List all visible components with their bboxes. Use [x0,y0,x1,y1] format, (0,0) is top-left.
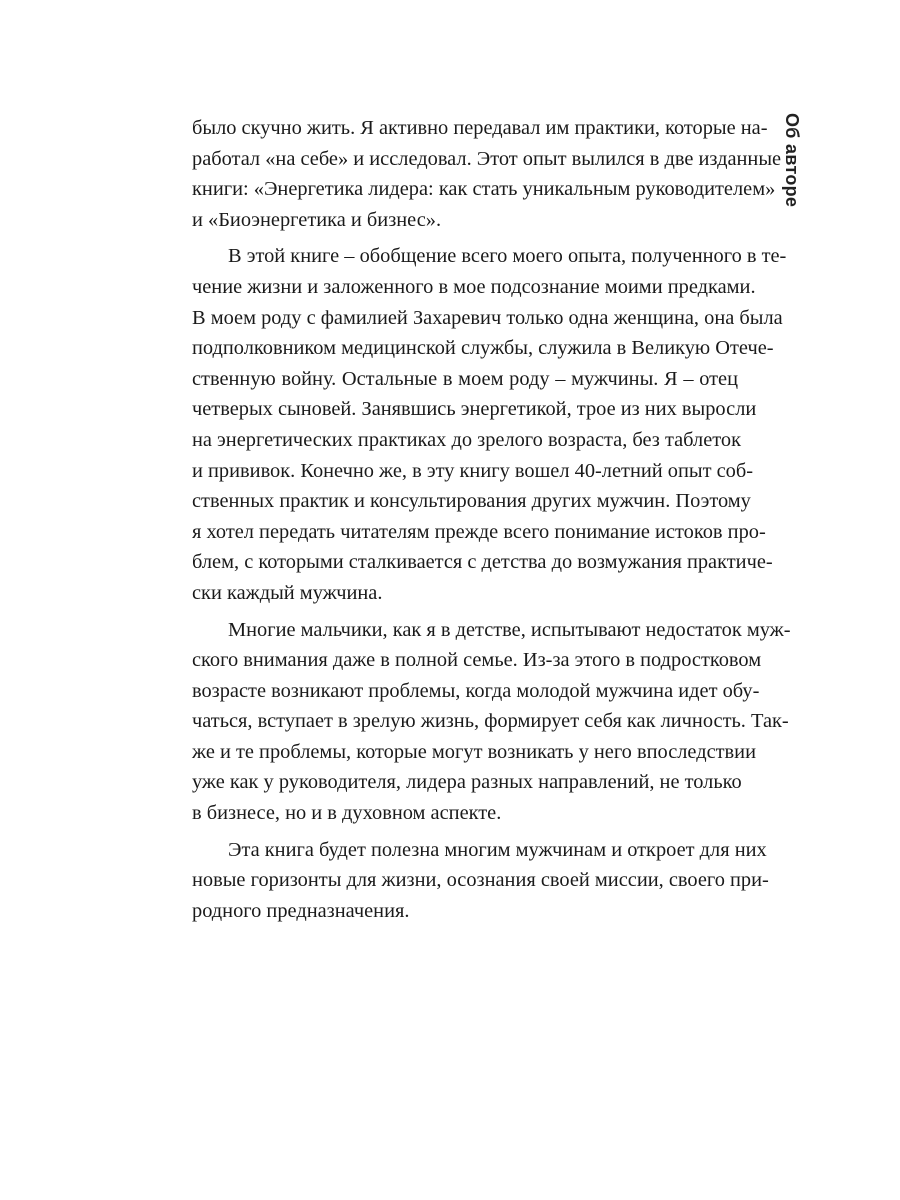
text-line: четверых сыновей. Занявшись энергетикой, трое из них выросли [192,398,757,421]
text-line: я хотел передать читателям прежде всего понимание истоков про- [192,520,766,543]
paragraph-1 [192,113,782,235]
paragraph-2 [192,241,787,608]
text-line: уже как у руководителя, лидера разных направлений, не только [192,771,742,794]
text-line: блем, с которыми сталкивается с детства до возмужания практиче- [192,551,773,574]
section-label: Об авторе [782,113,802,208]
text-line: ски каждый мужчина. [192,581,383,604]
text-line: ственную войну. Остальные в моем роду – мужчины. Я – отец [192,367,738,390]
text-line: книги: «Энергетика лидера: как стать уникальным руководителем» [192,178,776,201]
body-text [192,113,791,932]
text-line: чаться, вступает в зрелую жизнь, формирует себя как личность. Так- [192,710,789,733]
text-line: В моем роду с фамилией Захаревич только одна женщина, она была [192,306,783,329]
text-line: чение жизни и заложенного в мое подсознание моими предками. [192,275,756,298]
text-line: новые горизонты для жизни, осознания своей миссии, своего при- [192,869,769,892]
text-line: подполковником медицинской службы, служила в Великую Отече- [192,337,774,360]
text-line: В этой книге – обобщение всего моего опыта, полученного в те- [228,245,787,268]
text-line: Многие мальчики, как я в детстве, испытывают недостаток муж- [228,618,791,641]
text-line: работал «на себе» и исследовал. Этот опыт вылился в две изданные [192,147,782,170]
paragraph-4 [192,835,769,927]
text-line: и «Биоэнергетика и бизнес». [192,208,442,231]
paragraph-3 [192,615,791,829]
text-line: и прививок. Конечно же, в эту книгу вошел 40-летний опыт соб- [192,459,754,482]
text-line: было скучно жить. Я активно передавал им практики, которые на- [192,117,768,139]
text-line: в бизнесе, но и в духовном аспекте. [192,802,502,825]
text-line: ского внимания даже в полной семье. Из-за этого в подростковом [192,649,762,672]
text-line: ственных практик и консультирования других мужчин. Поэтому [192,490,751,513]
text-line: возрасте возникают проблемы, когда молодой мужчина идет обу- [192,679,760,702]
text-line: родного предназначения. [192,899,410,922]
text-line: на энергетических практиках до зрелого возраста, без таблеток [192,428,742,451]
text-line: же и те проблемы, которые могут возникать у него впоследствии [192,740,757,763]
text-line: Эта книга будет полезна многим мужчинам и откроет для них [228,838,767,861]
